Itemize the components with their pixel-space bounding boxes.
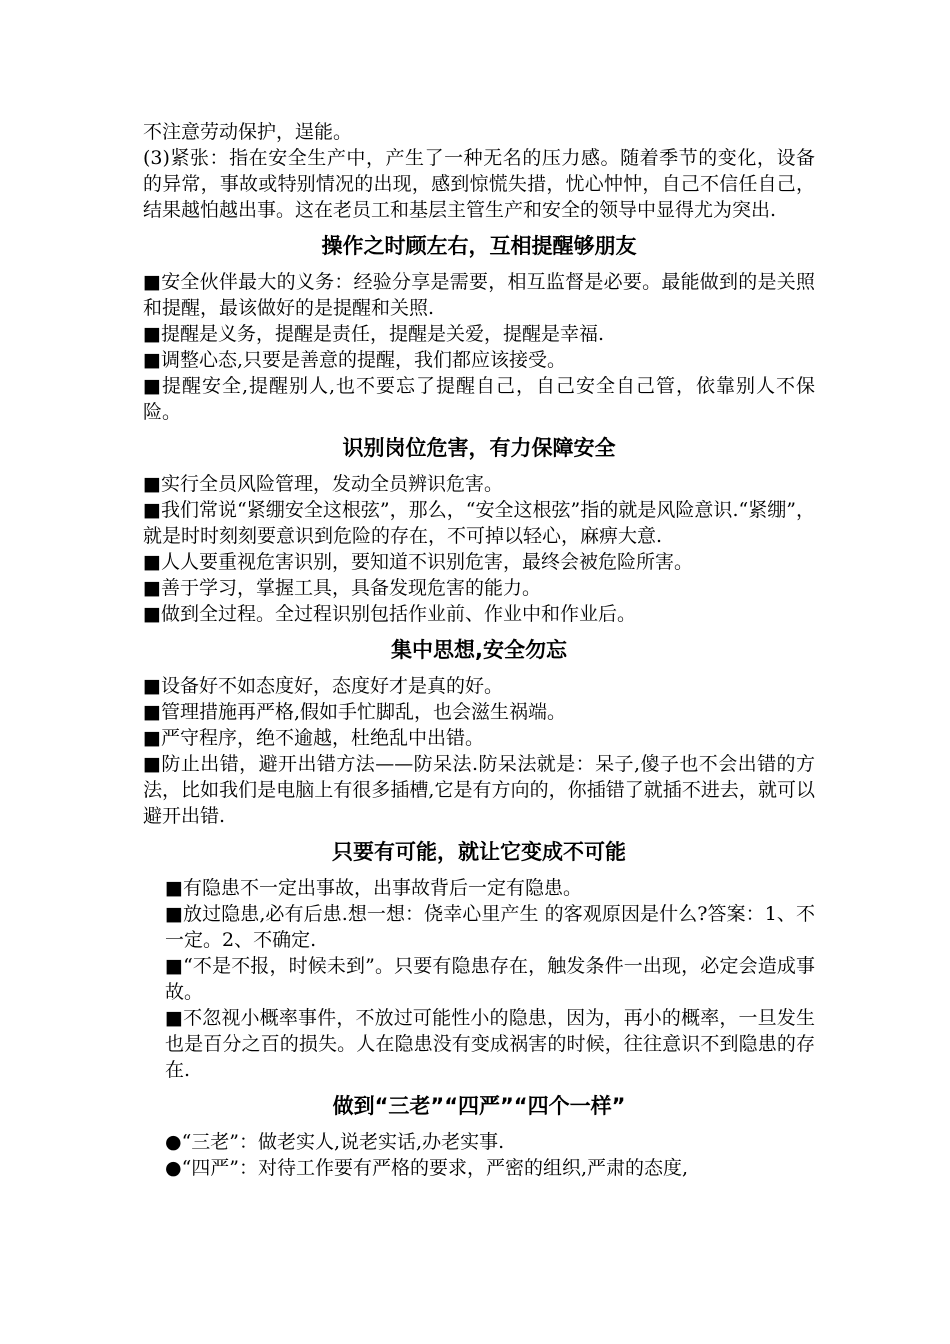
intro-paragraph-2: (3)紧张：指在安全生产中，产生了一种无名的压力感。随着季节的变化，设备的异常，事故或特别情况的出现，感到惊慌失措，忧心忡忡，自己不信任自己，结果越怕越出事。这在老员工和基层主管生产和安全的领导中显得尤为突出. [143,147,815,221]
section-heading-4: 只要有可能，就让它变成不可能 [332,840,626,864]
section-3-item-3: ■严守程序，绝不逾越，杜绝乱中出错。 [143,727,484,749]
section-heading-3: 集中思想,安全勿忘 [391,638,567,662]
section-2-item-1: ■实行全员风险管理，发动全员辨识危害。 [143,473,503,495]
section-2-item-2: ■我们常说“紧绷安全这根弦”，那么，“安全这根弦”指的就是风险意识.“紧绷”，就是时时刻刻要意识到危险的存在，不可掉以轻心，麻痹大意. [143,499,815,547]
section-5-item-2: ●“四严”：对待工作要有严格的要求，严密的组织,严肃的态度, [165,1157,689,1179]
section-4-item-1: ■有隐患不一定出事故，出事故背后一定有隐患。 [165,877,582,899]
section-2-item-3: ■人人要重视危害识别，要知道不识别危害，最终会被危险所害。 [143,551,693,573]
section-heading-5: 做到“三老”“四严”“四个一样” [332,1094,626,1118]
intro-paragraph-1: 不注意劳动保护，逞能。 [143,121,353,143]
section-2-item-5: ■做到全过程。全过程识别包括作业前、作业中和作业后。 [143,603,636,625]
section-4-item-4: ■不忽视小概率事件，不放过可能性小的隐患，因为，再小的概率，一旦发生也是百分之百的损失。人在隐患没有变成祸害的时候，往往意识不到隐患的存在. [165,1007,815,1081]
section-2-item-4: ■善于学习，掌握工具，具备发现危害的能力。 [143,577,541,599]
section-5-item-1: ●“三老”：做老实人,说老实话,办老实事. [165,1131,505,1153]
section-1-item-2: ■提醒是义务，提醒是责任，提醒是关爱，提醒是幸福. [143,323,604,345]
section-3-item-2: ■管理措施再严格,假如手忙脚乱，也会滋生祸端。 [143,701,566,723]
section-1-item-3: ■调整心态,只要是善意的提醒，我们都应该接受。 [143,349,566,371]
section-4-item-2: ■放过隐患,必有后患.想一想：侥幸心里产生 的客观原因是什么?答案：1、不一定。2、不确定. [165,903,815,951]
section-4-item-3: ■“不是不报，时候未到”。只要有隐患存在，触发条件一出现，必定会造成事故。 [165,955,815,1003]
section-heading-2: 识别岗位危害，有力保障安全 [342,436,616,460]
section-heading-1: 操作之时顾左右，互相提醒够朋友 [321,234,637,258]
section-1-item-4: ■提醒安全,提醒别人,也不要忘了提醒自己，自己安全自己管，依靠别人不保险。 [143,375,815,423]
section-1-item-1: ■安全伙伴最大的义务：经验分享是需要，相互监督是必要。最能做到的是关照和提醒，最该做好的是提醒和关照. [143,271,815,319]
section-3-item-4: ■防止出错，避开出错方法——防呆法.防呆法就是：呆子,傻子也不会出错的方法，比如我们是电脑上有很多插槽,它是有方向的，你插错了就插不进去，就可以避开出错. [143,753,815,827]
document-page [143,119,815,1181]
section-3-item-1: ■设备好不如态度好，态度好才是真的好。 [143,675,503,697]
